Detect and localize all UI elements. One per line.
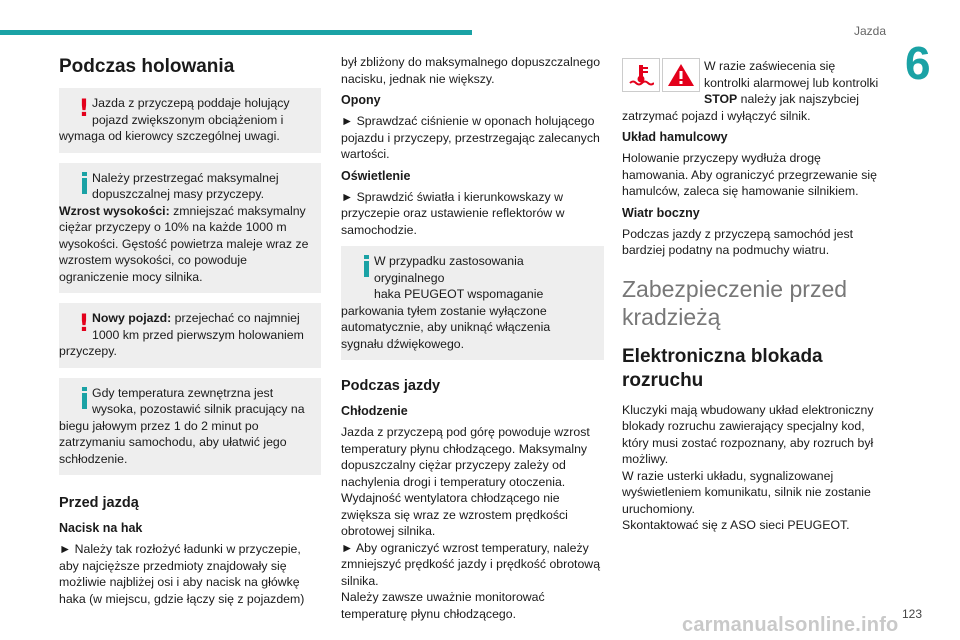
section-heading-towing: Podczas holowania <box>59 56 235 77</box>
paragraph-immobiliser-3: Skontaktować się z ASO sieci PEUGEOT. <box>622 518 850 532</box>
paragraph-cooling: Jazda z przyczepą pod górę powoduje wzrost temperatury płynu chłodzącego. Maksymalny dopuszczalny ciężar przyczepy zależy od nachylenia drogi i temperatury otoczenia. Wydajność wentylatora chłodzącego nie zwiększa się wraz ze wzrostem prędkości obrotowej silnika. <box>341 425 590 538</box>
subheading-while-driving: Podczas jazdy <box>341 378 441 394</box>
warning-text: należy jak najszybciej zatrzymać pojazd i wyłączyć silnik. <box>622 92 859 123</box>
coolant-temperature-icon <box>622 58 660 92</box>
note-line: Gdy temperatura zewnętrzna jest <box>92 385 274 400</box>
note-line: dopuszczalnej masy przyczepy. <box>92 187 265 201</box>
column-1 <box>59 55 321 613</box>
header-section-title: Jazda <box>853 24 886 38</box>
subheading-axle-load: Nacisk na hak <box>59 521 143 535</box>
column-2 <box>341 54 604 628</box>
note-line: pojazd zwiększonym obciążeniom i <box>92 112 284 127</box>
note-line: W przypadku zastosowania oryginalnego <box>374 254 524 285</box>
info-box-temperature <box>59 378 321 476</box>
warning-box-stress <box>59 88 321 153</box>
paragraph-axle-load: ► Należy tak rozłożyć ładunki w przyczepie, aby najcięższe przedmioty znajdowały się możliwie najbliżej osi i aby nacisk na główkę haka (w miejscu, gdzie łączy się z pojazdem) <box>59 541 321 607</box>
subheading-before-driving: Przed jazdą <box>59 495 139 511</box>
paragraph-cooling-bullet: ► Aby ograniczyć wzrost temperatury, należy zmniejszyć prędkość jazdy i prędkość obrotową silnika. <box>341 540 604 590</box>
paragraph-continued: był zbliżony do maksymalnego dopuszczalnego nacisku, jednak nie większy. <box>341 55 601 86</box>
note-line: haka PEUGEOT wspomaganie <box>374 287 544 301</box>
warning-text: W razie zaświecenia się kontrolki alarmowej lub kontrolki <box>704 59 879 90</box>
watermark: carmanualsonline.info <box>682 614 899 636</box>
paragraph-brakes: Holowanie przyczepy wydłuża drogę hamowania. Aby ograniczyć przegrzewanie się hamulców, zaleca się hamowanie silnikiem. <box>622 151 877 198</box>
paragraph-crosswind: Podczas jazdy z przyczepą samochód jest bardziej podatny na podmuchy wiatru. <box>622 226 854 257</box>
note-line: przyczepy. <box>59 344 117 358</box>
info-icon <box>71 172 97 199</box>
subheading-tyres: Opony <box>341 93 381 107</box>
warning-box-new-vehicle <box>59 303 321 368</box>
subheading-lighting: Oświetlenie <box>341 168 411 183</box>
column-3 <box>622 58 884 540</box>
note-paragraph <box>59 203 312 286</box>
header-accent-bar <box>0 30 472 35</box>
info-box-mass <box>59 163 321 294</box>
heading-immobiliser: Elektroniczna blokada rozruchu <box>622 345 823 391</box>
note-line: wymaga od kierowcy szczególnej uwagi. <box>59 129 280 143</box>
paragraph-lighting: ► Sprawdzić światła i kierunkowskazy w przyczepie oraz ustawienie reflektorów w samochodzie. <box>341 189 604 239</box>
paragraph-tyres: ► Sprawdzać ciśnienie w oponach holującego pojazdu i przyczepy, przestrzegając zalecanych wartości. <box>341 113 604 163</box>
note-line: Jazda z przyczepą poddaje holujący <box>92 96 290 110</box>
exclamation-icon: ! <box>78 94 90 122</box>
note-text: przejechać co najmniej <box>171 311 300 325</box>
note-text: zmniejszać maksymalny ciężar przyczepy o 10% na każde 1000 m wysokości. Gęstość powietrza maleje wraz ze wzrostem wysokości, co powoduje ograniczenie mocy silnika. <box>59 203 309 284</box>
note-bold: Nowy pojazd: <box>92 311 172 325</box>
info-icon <box>71 387 97 414</box>
subheading-crosswind: Wiatr boczny <box>622 205 700 220</box>
page-number: 123 <box>901 607 922 621</box>
stop-label: STOP <box>704 92 738 106</box>
note-bold: Wzrost wysokości: <box>59 203 170 218</box>
paragraph-cooling-end: Należy zawsze uważnie monitorować temperaturę płynu chłodzącego. <box>341 590 545 621</box>
paragraph-immobiliser-1: Kluczyki mają wbudowany układ elektroniczny blokady rozruchu zawierający specjalny kod, który musi zostać rozpoznany, aby rozruch był możliwy. <box>622 402 874 466</box>
warning-icons <box>622 58 700 92</box>
warning-triangle-icon <box>662 58 700 92</box>
exclamation-icon: ! <box>78 309 90 337</box>
subheading-brakes: Układ hamulcowy <box>622 130 728 144</box>
section-title-antitheft: Zabezpieczenie przed kradzieżą <box>622 275 848 330</box>
note-line: wysoka, pozostawić silnik pracujący na <box>92 402 305 416</box>
note-line: parkowania tyłem zostanie wyłączone automatycznie, aby uniknąć włączenia sygnału dźwiękowego. <box>341 303 551 351</box>
info-icon <box>353 255 379 282</box>
chapter-number: 6 <box>905 37 931 89</box>
note-line: 1000 km przed pierwszym holowaniem <box>92 327 304 342</box>
paragraph-immobiliser-2: W razie usterki układu, sygnalizowanej wyświetleniem komunikatu, silnik nie zostanie uruchomiony. <box>622 468 871 516</box>
note-line: biegu jałowym przez 1 do 2 minut po zatrzymaniu samochodu, aby ułatwić jego schłodzenie. <box>59 418 287 466</box>
info-box-parking <box>341 246 604 360</box>
note-line: Należy przestrzegać maksymalnej <box>92 170 279 185</box>
paragraph-warning-lights <box>622 58 884 124</box>
subheading-cooling: Chłodzenie <box>341 404 408 418</box>
